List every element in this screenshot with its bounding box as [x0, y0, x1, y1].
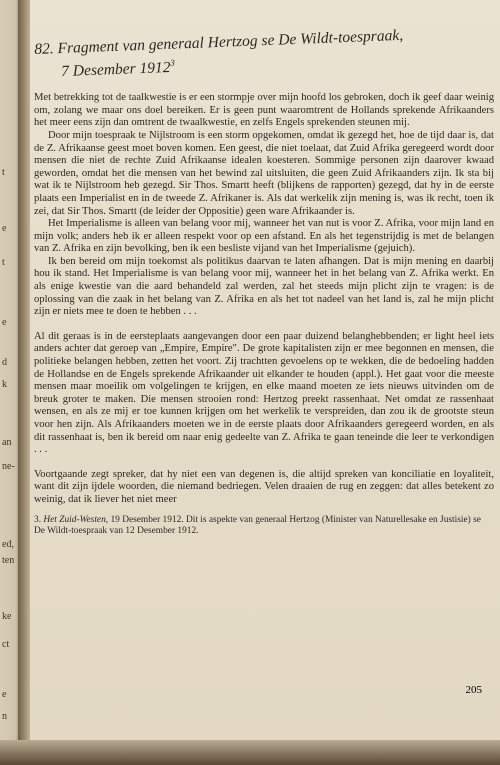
facing-page-fragment: ed, — [2, 539, 14, 550]
facing-page-fragment: t — [2, 167, 5, 178]
page-number: 205 — [465, 684, 482, 696]
heading-title-line1: Fragment van generaal Hertzog se De Wildt-toespraak, — [57, 26, 404, 58]
facing-page-fragment: ten — [2, 555, 15, 566]
footnote-text: 19 Desember 1912. Dit is aspekte van generaal Hertzog (Minister van Naturellesake en Justisie) se De Wildt-toespraak van 12 Desember 1912. — [34, 514, 481, 537]
book-page — [30, 0, 500, 765]
paragraph: Met betrekking tot de taalkwestie is er een stormpje over mijn hoofd los gebroken, doch ik geef daar weinig om, zolang we maar ons doel bereiken. Er is geen punt waaromtrent de Hollands sprekende Afrikaanders het meer eens zijn dan omtrent de twaalkwestie, en zelfs Engels sprekenden steunen mij. — [34, 92, 494, 129]
facing-page-fragment: ct — [2, 639, 10, 650]
facing-page-fragment: e — [2, 223, 7, 234]
facing-page-fragment: t — [2, 257, 5, 268]
paragraph: Het Imperialisme is alleen van belang voor mij, wanneer het van nut is voor Z. Afrika, voor mijn land en mijn volk; anders heb ik er alleen respekt voor op een afstand. En als het tegenstrijdig is met de belangen van Z. Afrika en zijn bevolking, ben ik een besliste vijand van het Imperialisme (gejuich). — [34, 218, 494, 255]
section-gap — [34, 457, 494, 469]
paragraph: Door mijn toespraak te Nijlstroom is een storm opgekomen, omdat ik gezegd het, hoe de tijd daar is, dat de Z. Afrikaanse geest moet boven komen. Een geest, die niet toelaat, dat Zuid Afrika geregeerd wordt door mensen die niet de rechte Zuid Afrikaanse idealen koesteren. Sommige personen zijn daarover kwaad geworden, omdat het die mensen van het bewind zal uitsluiten, die geen Zuid Afrikaanders zijn. Ik sta bij wat ik te Nijlstroom heb gezegd. Sir Thos. Smartt heeft (blijkens de rapporten) gezegd, dat hy in de eerste plaats een Imperialist en in de tweede Z. Afrikaner is. Als dat werkelik zijn mening is, was ik recht, toen ik zei, dat Sir Thos. Smartt (de leider der Oppositie) geen ware Afrikaander is. — [34, 129, 494, 217]
paragraph: Ik ben bereid om mijn toekomst als politikus daarvan te laten afhangen. Dat is mijn mening en daarbij hou ik stand. Het Imperialisme is van belang voor mij, wanneer het in het belang van Z. Afrika werkt. En als enige kwestie van die aard behandeld zal werden, zal het steeds mijn plicht zijn te vragen: is de oplossing van die zaak in het belang van Z. Afrika en als het tot nadeel van het land is, zal he mijn plicht zijn er niets mee te doen te hebben . . . — [34, 255, 494, 318]
paragraph: Voortgaande zegt spreker, dat hy niet een van degenen is, die altijd spreken van konciliatie en loyaliteit, want dit zijn ijdele woorden, die niemand bedriegen. Velen draaien de rug en zeggen: dat alles betekent zo weinig, dat ik liever het niet meer — [34, 468, 494, 505]
paragraph: Al dit geraas is in de eersteplaats aangevangen door een paar duizend belanghebbenden; er light heel iets anders achter dat geroep van „Empire, Empire". De grote kapitalisten zijn er mee begonnen en mensen, die politieke belangen hebben, zetten het voort. Zij trachtten gevoelens op te wekken, die de bedoeling hadden de Hollandse en de Engels sprekende Afrikaander uit elkander te houden (appl.). Het gaat voor die meeste mensen maar moeilik om volgelingen te krijgen, en elke maand moeten ze iets nieuws uitvinden om de breuk groter te maken. Die mensen strooien rond: Hertzog preekt rassenhaat. Net omdat ze rassenhaat wensen, en als ze mij er toe kunnen krijgen om het werkelik te verspreiden, dan zou ik de grootste steun voor hen zijn. Als Afrikaanders moeten we in de eerste plaats door Afrikaanders geregeerd worden, en als dit rassenhaat is, ben ik bereid om naar enig gedeelte van Z. Afrika te gaan teneinde die leer te verkondigen . . . — [34, 330, 494, 456]
facing-page-fragment: an — [2, 437, 12, 448]
book-bottom-edge — [0, 740, 500, 765]
heading-footnote-mark: 3 — [170, 57, 176, 68]
footnote-source: Het Zuid-Westen, — [43, 514, 109, 525]
footnote-mark: 3. — [34, 514, 42, 525]
facing-page-fragment: n — [2, 711, 7, 722]
facing-page-fragment: ke — [2, 611, 12, 622]
facing-page-fragment: ne- — [2, 461, 15, 472]
body-text — [34, 92, 494, 506]
document-heading — [34, 22, 495, 82]
footnote — [34, 515, 494, 538]
heading-title-line2: 7 Desember 1912 — [60, 58, 171, 81]
facing-page-fragment: d — [2, 357, 7, 368]
section-gap — [34, 319, 494, 331]
facing-page-fragment: k — [2, 379, 7, 390]
page-content — [34, 26, 494, 538]
facing-page-fragment: e — [2, 317, 7, 328]
facing-page-fragment: e — [2, 689, 7, 700]
heading-number: 82. — [34, 40, 55, 58]
